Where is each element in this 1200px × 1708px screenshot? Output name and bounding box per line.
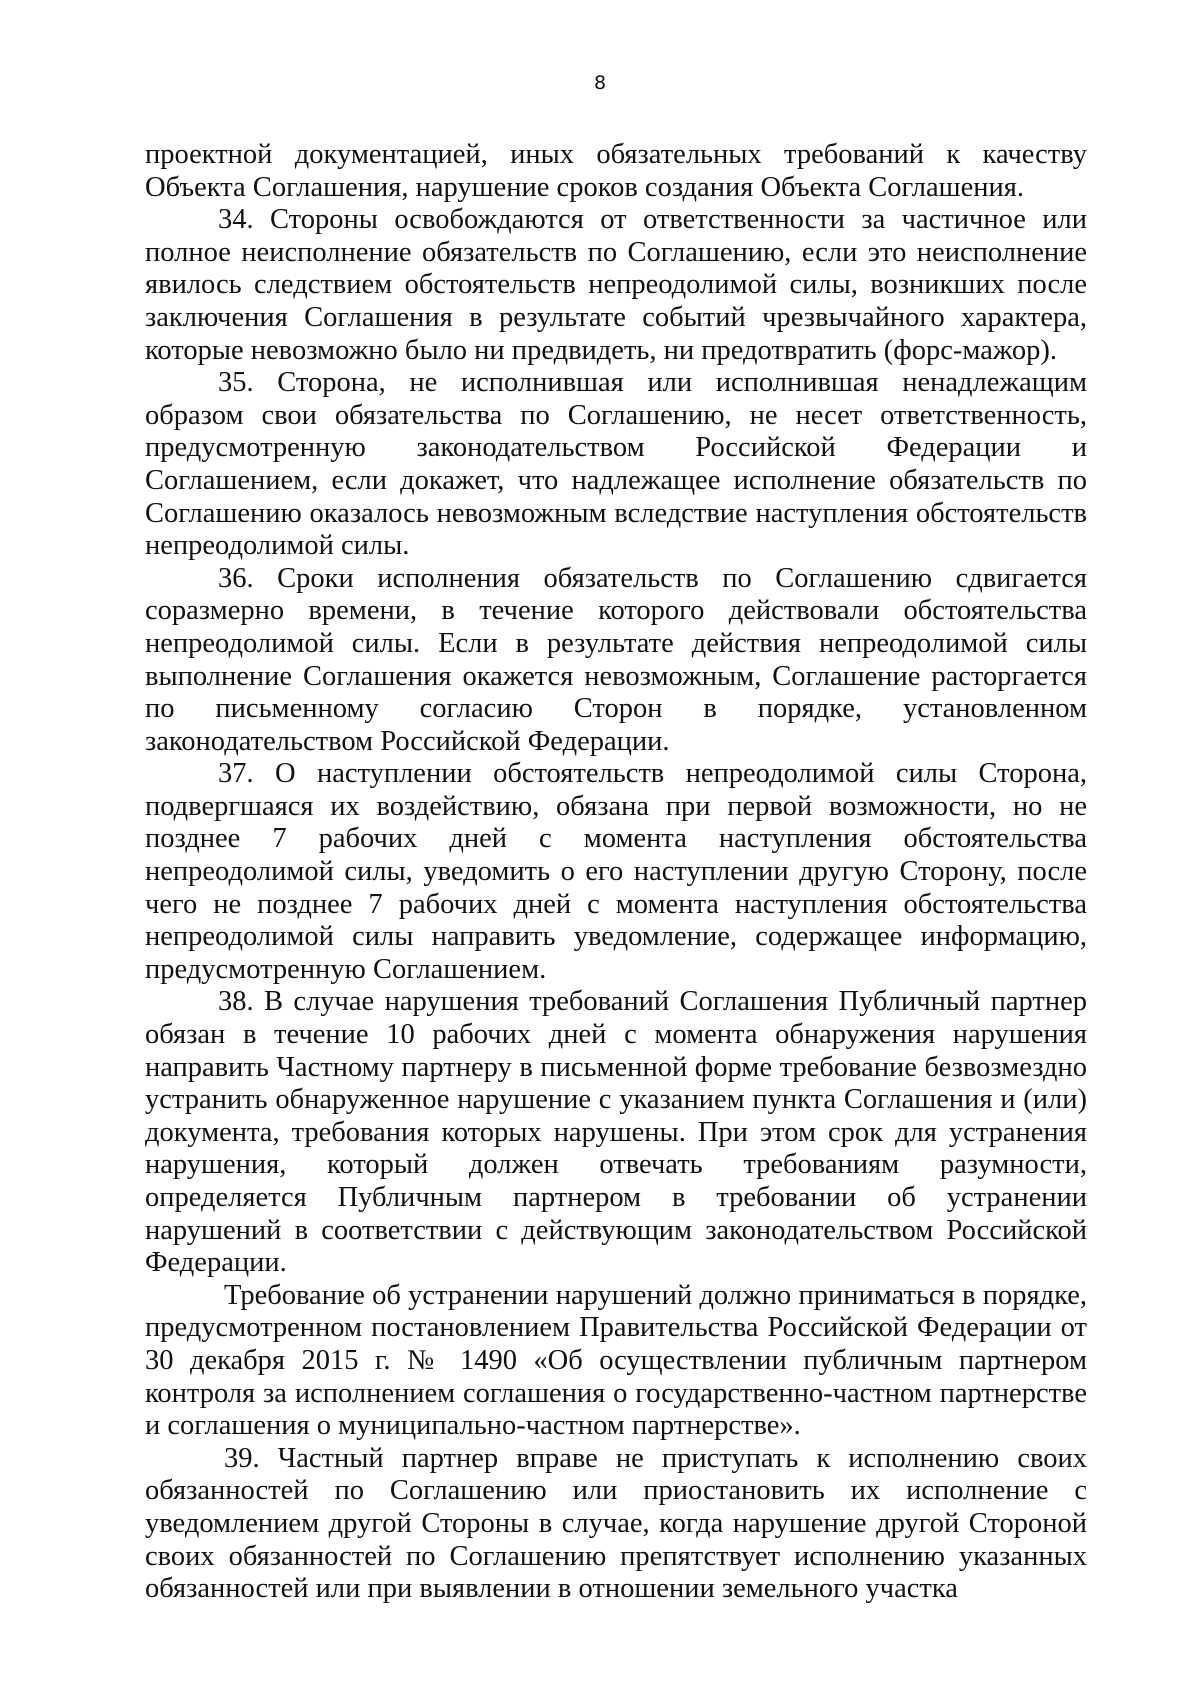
paragraph-38: 38. В случае нарушения требований Соглашения Публичный партнер обязан в течение 10 рабочих дней с момента обнаружения нарушения направить Частному партнеру в письменной форме требование безвозмездно устранить обнаруженное нарушение с указанием пункта Соглашения и (или) документа, требования которых нарушены. При этом срок для устранения нарушения, который должен отвечать требованиям разумности, определяется Публичным партнером в требовании об устранении нарушений в соответствии с действующим законодательством Российской Федерации. bbox=[145, 986, 1087, 1279]
paragraph-35: 35. Сторона, не исполнившая или исполнившая ненадлежащим образом свои обязательства по Соглашению, не несет ответственность, предусмотренную законодательством Российской Федерации и Соглашением, если докажет, что надлежащее исполнение обязательств по Соглашению оказалось невозможным вследствие наступления обстоятельств непреодолимой силы. bbox=[145, 367, 1087, 562]
paragraph-39: 39. Частный партнер вправе не приступать к исполнению своих обязанностей по Соглашению или приостановить их исполнение с уведомлением другой Стороны в случае, когда нарушение другой Стороной своих обязанностей по Соглашению препятствует исполнению указанных обязанностей или при выявлении в отношении земельного участка bbox=[145, 1442, 1087, 1605]
paragraph-36: 36. Сроки исполнения обязательств по Соглашению сдвигается соразмерно времени, в течение которого действовали обстоятельства непреодолимой силы. Если в результате действия непреодолимой силы выполнение Соглашения окажется невозможным, Соглашение расторгается по письменному согласию Сторон в порядке, установленном законодательством Российской Федерации. bbox=[145, 562, 1087, 757]
paragraph-38-requirement: Требование об устранении нарушений должно приниматься в порядке, предусмотренном постановлением Правительства Российской Федерации от 30 декабря 2015 г. № 1490 «Об осуществлении публичным партнером контроля за исполнением соглашения о государственно-частном партнерстве и соглашения о муниципально-частном партнерстве». bbox=[145, 1279, 1087, 1442]
paragraph-37: 37. О наступлении обстоятельств непреодолимой силы Сторона, подвергшаяся их воздействию, обязана при первой возможности, но не позднее 7 рабочих дней с момента наступления обстоятельства непреодолимой силы, уведомить о его наступлении другую Сторону, после чего не позднее 7 рабочих дней с момента наступления обстоятельства непреодолимой силы направить уведомление, содержащее информацию, предусмотренную Соглашением. bbox=[145, 758, 1087, 985]
paragraph-continuation: проектной документацией, иных обязательных требований к качеству Объекта Соглашения, нарушение сроков создания Объекта Соглашения. bbox=[145, 139, 1087, 203]
document-body bbox=[145, 139, 1087, 1606]
paragraph-34: 34. Стороны освобождаются от ответственности за частичное или полное неисполнение обязательств по Соглашению, если это неисполнение явилось следствием обстоятельств непреодолимой силы, возникших после заключения Соглашения в результате событий чрезвычайного характера, которые невозможно было ни предвидеть, ни предотвратить (форс-мажор). bbox=[145, 204, 1087, 366]
page-number: 8 bbox=[593, 72, 607, 94]
